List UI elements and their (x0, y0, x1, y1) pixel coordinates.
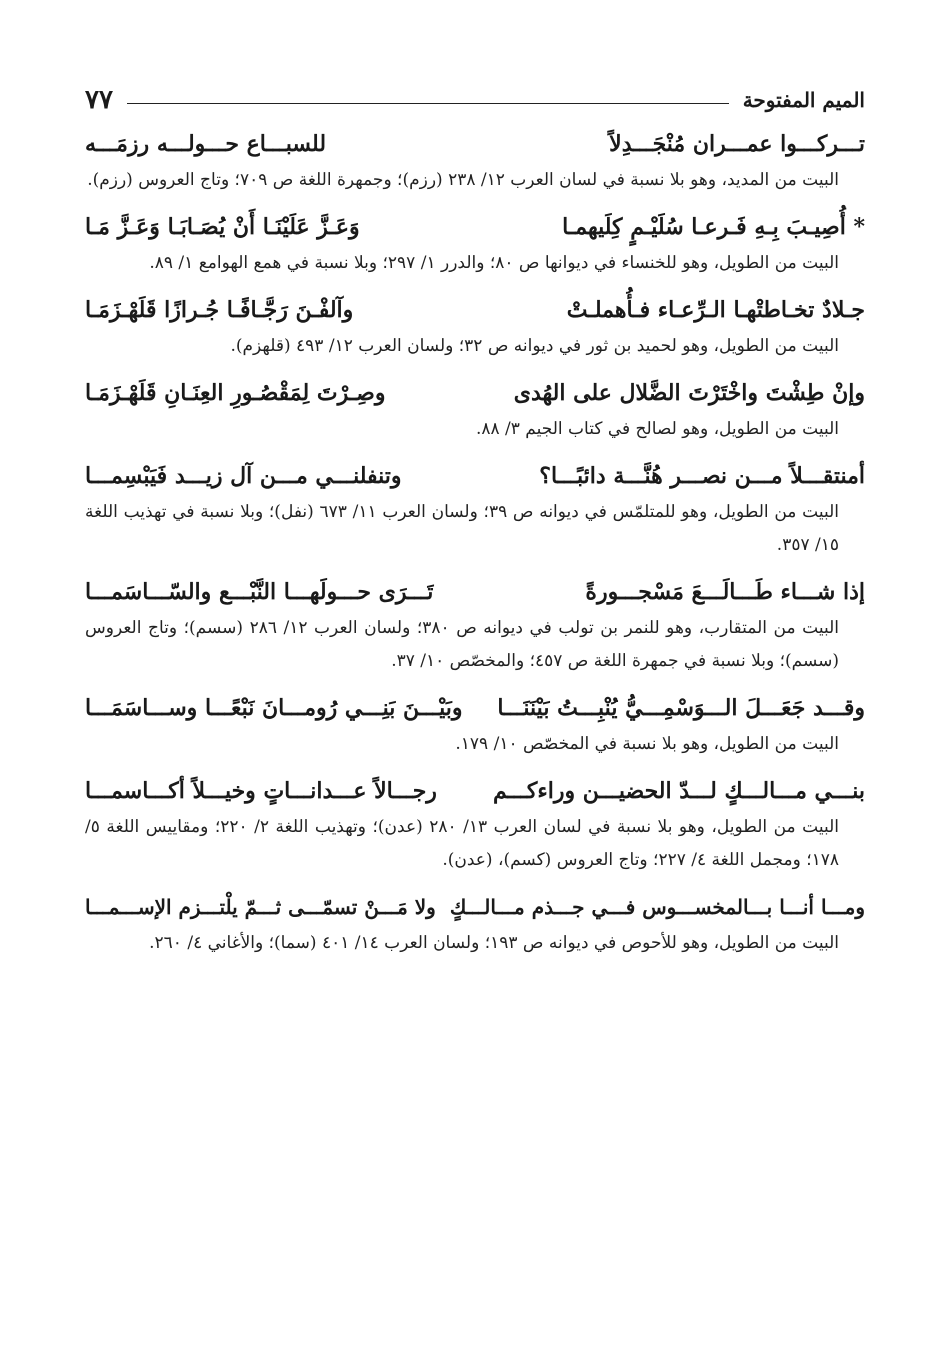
verse-second-hemistich: للسبـــاع حـــولـــه رزمَـــه (85, 131, 327, 157)
entry (85, 456, 865, 562)
citation-note: البيت من الطويل، وهو بلا نسبة في المخصّص ١٠/ ١٧٩. (455, 734, 839, 754)
verse-line (85, 207, 865, 247)
verse-line (85, 373, 865, 413)
verse-second-hemistich: وصِـرْتَ لِمَقْصُـورِ العِنَـانِ قَلَهْـزَمَـا (85, 380, 386, 406)
verse-second-hemistich: رجـــالاً عـــدانـــاتٍ وخيـــلاً أكـــاسمـــا (85, 778, 437, 804)
verse-first-hemistich: أمنتقـــلاً مـــن نصـــر هُنَّـــة دائبًـــا؟ (539, 463, 865, 489)
verse-line (85, 124, 865, 164)
header-rule (127, 103, 729, 104)
verse-second-hemistich: ولا مَـــنْ تسمّـــى ثـــمّ يلْتـــزم الإســـمـــا (85, 895, 436, 919)
entry (85, 124, 865, 197)
verse-second-hemistich: وَعَـزَّ عَلَيْنَـا أَنْ يُصَـابَـا وَعَـزَّ مَـا (85, 214, 360, 240)
verse-second-hemistich: وبَيْـــنَ بَنِـــي رُومـــانَ نَبْعًـــا وســـاسَمَـــا (85, 695, 463, 721)
citation-note: البيت من الطويل، وهو لحميد بن ثور في ديوانه ص ٣٢؛ ولسان العرب ١٢/ ٤٩٣ (قلهزم). (230, 336, 839, 356)
entry (85, 771, 865, 877)
citation-note: البيت من الطويل، وهو للمتلمّس في ديوانه ص ٣٩؛ ولسان العرب ١١/ ٦٧٣ (نفل)؛ وبلا نسبة في تهذيب اللغة ١٥/ ٣٥٧. (85, 502, 839, 555)
verse-first-hemistich: * أُصِيـبَ بِـهِ فَـرعـا سُلَيْـمٍ كِلَيهمـا (562, 214, 865, 240)
verse-line (85, 290, 865, 330)
verse-first-hemistich: إذا شـــاء طَـــالَـــعَ مَسْجـــورةً (585, 579, 865, 605)
entry (85, 207, 865, 280)
citation-note: البيت من الطويل، وهو بلا نسبة في لسان العرب ١٣/ ٢٨٠ (عدن)؛ وتهذيب اللغة ٢/ ٢٢٠؛ ومقاييس اللغة ٥/ ١٧٨؛ ومجمل اللغة ٤/ ٢٢٧؛ وتاج العروس (كسم)، (عدن). (85, 817, 839, 870)
verse-second-hemistich: وتنفلنـــي مـــن آل زيـــد فَيَبْسِمـــا (85, 463, 402, 489)
verse-line (85, 887, 865, 927)
verse-first-hemistich: وإنْ طِشْتَ واخْتَرْتَ الضَّلال على الهُدى (513, 380, 865, 406)
entries-list (85, 124, 865, 970)
verse-first-hemistich: بنـــي مـــالـــكٍ لـــدّ الحضيـــن وراءكـــم (492, 778, 865, 804)
citation-note: البيت من المديد، وهو بلا نسبة في لسان العرب ١٢/ ٢٣٨ (رزم)؛ وجمهرة اللغة ص ٧٠٩؛ وتاج العروس (رزم). (87, 170, 839, 190)
entry (85, 572, 865, 678)
verse-line (85, 688, 865, 728)
verse-line (85, 572, 865, 612)
citation-note: البيت من الطويل، وهو لصالح في كتاب الجيم ٣/ ٨٨. (475, 419, 839, 439)
verse-first-hemistich: ومـــا أنـــا بـــالمخســـوس فـــي جـــذم مـــالـــكٍ (449, 895, 865, 919)
page-header (85, 80, 865, 120)
entry (85, 290, 865, 363)
page-number: ٧٧ (85, 85, 113, 115)
running-title: الميم المفتوحة (742, 88, 865, 112)
verse-second-hemistich: تَـــرَى حـــولَهـــا النَّبْـــع والسّـــاسَمـــا (85, 579, 434, 605)
citation-note: البيت من المتقارب، وهو للنمر بن تولب في ديوانه ص ٣٨٠؛ ولسان العرب ١٢/ ٢٨٦ (سسم)؛ وتاج العروس (سسم)؛ وبلا نسبة في جمهرة اللغة ص ٤٥٧؛ والمخصّص ١٠/ ٣٧. (85, 618, 839, 671)
entry (85, 887, 865, 960)
citation-note: البيت من الطويل، وهو للخنساء في ديوانها ص ٨٠؛ والدرر ١/ ٢٩٧؛ وبلا نسبة في همع الهوامع ١/ ٨٩. (149, 253, 839, 273)
verse-first-hemistich: جـلادٌ تخـاطتْهـا الـرِّعـاء فـأُهملـتْ (566, 297, 865, 323)
verse-first-hemistich: وقـــد جَعَـــلَ الـــوَسْمِـــيُّ يُنْبِـــتُ بَيْنَنَـــا (497, 695, 865, 721)
verse-line (85, 456, 865, 496)
citation-note: البيت من الطويل، وهو للأحوص في ديوانه ص ١٩٣؛ ولسان العرب ١٤/ ٤٠١ (سما)؛ والأغاني ٤/ ٢٦٠. (149, 933, 839, 953)
entry (85, 688, 865, 761)
verse-second-hemistich: وآلفْـنَ رَجَّـافًـا جُـرازًا قَلَهْـزَمَـا (85, 297, 354, 323)
verse-first-hemistich: تـــركـــوا عمـــران مُنْجَـــدِلاً (609, 131, 865, 157)
verse-line (85, 771, 865, 811)
entry (85, 373, 865, 446)
